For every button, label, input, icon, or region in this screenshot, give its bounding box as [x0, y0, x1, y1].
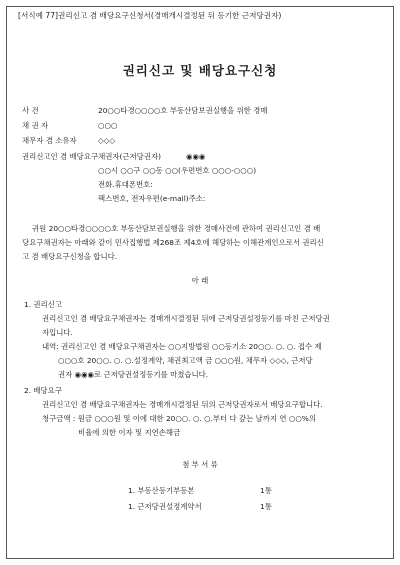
form-header: [서식예 77]권리신고 겸 배당요구신청서(경매개시결정된 뒤 등기한 근저당권자): [18, 11, 282, 20]
case-label: 사 건: [22, 106, 39, 115]
creditor-value: ○○○: [98, 121, 118, 130]
section1-detail: 내역: 권리신고인 겸 배당요구채권자는 ○○지방법원 ○○등기소 20○○. ○. ○. 접수 제: [42, 342, 322, 351]
claimant-label: 권리신고인 겸 배당요구채권자(근저당권자): [22, 152, 161, 161]
body-line: 고 겸 배당요구신청을 합니다.: [22, 252, 118, 261]
section1-heading: 1. 권리신고: [24, 300, 62, 309]
body-line: 귀원 20○○타경○○○○호 부동산담보권실행을 위한 경매사건에 관하여 권리신고인 겸 배: [32, 224, 321, 233]
section2-line: 권리신고인 겸 배당요구채권자는 경매개시결정된 뒤의 근저당권자로서 배당요구합니다.: [42, 400, 323, 409]
claimant-phone: 전화.휴대폰번호:: [98, 180, 153, 189]
case-value: 20○○타경○○○○호 부동산담보권실행을 위한 경매: [98, 106, 268, 115]
claimant-address: ○○시 ○○구 ○○동 ○○(우편번호 ○○○-○○○): [98, 166, 257, 175]
attachment-item-count: 1통: [260, 502, 272, 511]
creditor-label: 채 권 자: [22, 121, 49, 130]
attachment-item-name: 1. 근저당권설정계약서: [128, 502, 202, 511]
section2-heading: 2. 배당요구: [24, 386, 62, 395]
section1-detail: ○○○호 20○○. ○. ○.설정계약, 채권최고액 금 ○○○원, 채무자 ◇◇◇, 근저당: [58, 356, 313, 365]
attachment-item-count: 1통: [260, 486, 272, 495]
section2-detail: 비율에 의한 이자 및 지연손해금: [78, 428, 181, 437]
attachments-heading: 첨 부 서 류: [182, 460, 218, 469]
below-heading: 아 래: [191, 276, 209, 285]
claimant-fax: 팩스번호, 전자우편(e-mail)주소:: [98, 194, 206, 203]
section2-detail: 청구금액 : 원금 ○○○원 및 이에 대한 20○○. ○. ○.부터 다 갚는 날까지 연 ○○%의: [42, 414, 316, 423]
body-line: 당요구채권자는 아래와 같이 민사집행법 제268조 제4호에 해당하는 이해관계인으로서 권리신: [22, 238, 324, 247]
debtor-label: 채무자 겸 소유자: [22, 136, 77, 145]
section1-line: 권리신고인 겸 배당요구채권자는 경매개시결정된 뒤에 근저당권설정등기를 마친 근저당권: [42, 314, 330, 323]
attachment-item-name: 1. 부동산등기부등본: [128, 486, 195, 495]
claimant-name: ◉◉◉: [186, 152, 206, 161]
document-title: 권리신고 및 배당요구신청: [122, 63, 278, 78]
section1-line: 자입니다.: [42, 328, 73, 337]
section1-detail: 권자 ◉◉◉로 근저당권설정등기를 마쳤습니다.: [58, 370, 209, 379]
debtor-value: ◇◇◇: [98, 136, 116, 145]
